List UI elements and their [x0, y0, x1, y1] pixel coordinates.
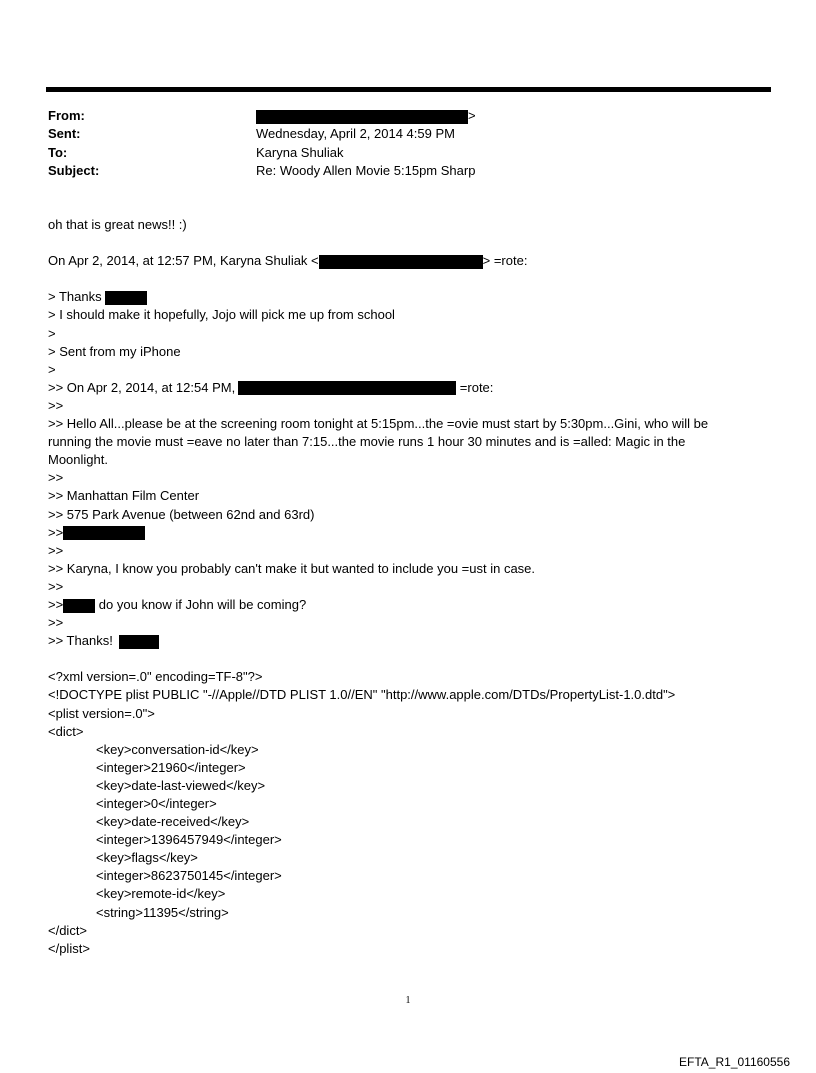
quoted-line: >> [48, 578, 64, 594]
quoted-text: >> [48, 524, 64, 540]
xml-line: <key>flags</key> [96, 850, 198, 866]
quoted-text: > Thanks [48, 289, 102, 305]
xml-line: <key>date-received</key> [96, 814, 250, 830]
quoted-line [48, 288, 768, 306]
redaction-box [319, 255, 483, 269]
redaction-box [63, 599, 95, 613]
redaction-box [63, 526, 145, 540]
xml-line: <key>conversation-id</key> [96, 741, 259, 757]
document-id: EFTA_R1_01160556 [679, 1055, 790, 1069]
from-value-suffix: > [468, 108, 476, 123]
sent-row [48, 125, 748, 143]
subject-label: Subject: [48, 162, 100, 178]
email-header [48, 107, 748, 180]
quoted-line: >> [48, 542, 64, 558]
redaction-box [105, 291, 147, 305]
email-body [48, 216, 768, 958]
sent-label: Sent: [48, 126, 81, 142]
xml-line: <?xml version=.0" encoding=TF-8"?> [48, 669, 263, 685]
quoted-text: >> On Apr 2, 2014, at 12:54 PM, [48, 379, 236, 395]
to-row [48, 144, 748, 162]
quoted-line: >> [48, 470, 64, 486]
xml-line: <!DOCTYPE plist PUBLIC "-//Apple//DTD PLIST 1.0//EN" "http://www.apple.com/DTDs/PropertyList-1.0.dtd"> [48, 687, 676, 703]
xml-line: <dict> [48, 723, 84, 739]
quoted-line: > Sent from my iPhone [48, 343, 181, 359]
quoted-line: > [48, 361, 56, 377]
xml-line: <integer>1396457949</integer> [96, 832, 282, 848]
redaction-box [238, 381, 456, 395]
xml-line: <key>date-last-viewed</key> [96, 777, 266, 793]
quoted-text: >> [48, 596, 64, 612]
quoted-attribution [48, 379, 768, 397]
xml-line: </plist> [48, 940, 90, 956]
blank-line [48, 270, 768, 288]
body-line: oh that is great news!! :) [48, 217, 187, 232]
blank-line [48, 234, 768, 252]
xml-line: <integer>0</integer> [96, 796, 217, 811]
redaction-box [256, 110, 468, 124]
xml-line: <key>remote-id</key> [96, 886, 226, 902]
quoted-line: >> [48, 397, 64, 413]
blank-line [48, 650, 768, 668]
from-label: From: [48, 108, 85, 123]
quoted-line: > I should make it hopefully, Jojo will pick me up from school [48, 307, 395, 323]
attribution-suffix: > =rote: [482, 253, 528, 269]
attribution-text: On Apr 2, 2014, at 12:57 PM, Karyna Shuliak < [48, 253, 319, 269]
quoted-line [48, 524, 768, 542]
quoted-line: >> Manhattan Film Center [48, 488, 200, 504]
redaction-box [119, 635, 159, 649]
xml-line: </dict> [48, 922, 88, 938]
quoted-text: =rote: [456, 379, 494, 395]
quoted-line: >> [48, 615, 64, 631]
xml-line: <integer>21960</integer> [96, 759, 246, 775]
xml-line: <integer>8623750145</integer> [96, 868, 282, 884]
page-number: 1 [405, 995, 411, 1006]
sent-value: Wednesday, April 2, 2014 4:59 PM [256, 126, 455, 142]
quoted-line: >> Karyna, I know you probably can't make it but wanted to include you =ust in case. [48, 560, 536, 576]
quoted-paragraph: >> Hello All...please be at the screening room tonight at 5:15pm...the =ovie must start by 5:30pm...Gini, who will be running the movie must =eave no later than 7:15...the movie runs 1 hour 30 minutes and is =alled: Magic in the Moonlight. [48, 416, 709, 468]
quoted-text: do you know if John will be coming? [95, 596, 307, 612]
from-row [48, 107, 748, 125]
quoted-line [48, 632, 768, 650]
header-divider [46, 87, 771, 92]
quoted-line: > [48, 325, 56, 341]
xml-line: <plist version=.0"> [48, 705, 155, 721]
subject-row [48, 162, 748, 180]
quoted-text: >> Thanks! [48, 633, 113, 649]
to-label: To: [48, 144, 68, 160]
quoted-line: >> 575 Park Avenue (between 62nd and 63rd) [48, 506, 315, 522]
quote-attribution [48, 252, 768, 270]
subject-value: Re: Woody Allen Movie 5:15pm Sharp [256, 162, 476, 178]
xml-line: <string>11395</string> [96, 904, 229, 920]
quoted-line [48, 596, 768, 614]
to-value: Karyna Shuliak [256, 144, 344, 160]
from-value [256, 107, 476, 125]
